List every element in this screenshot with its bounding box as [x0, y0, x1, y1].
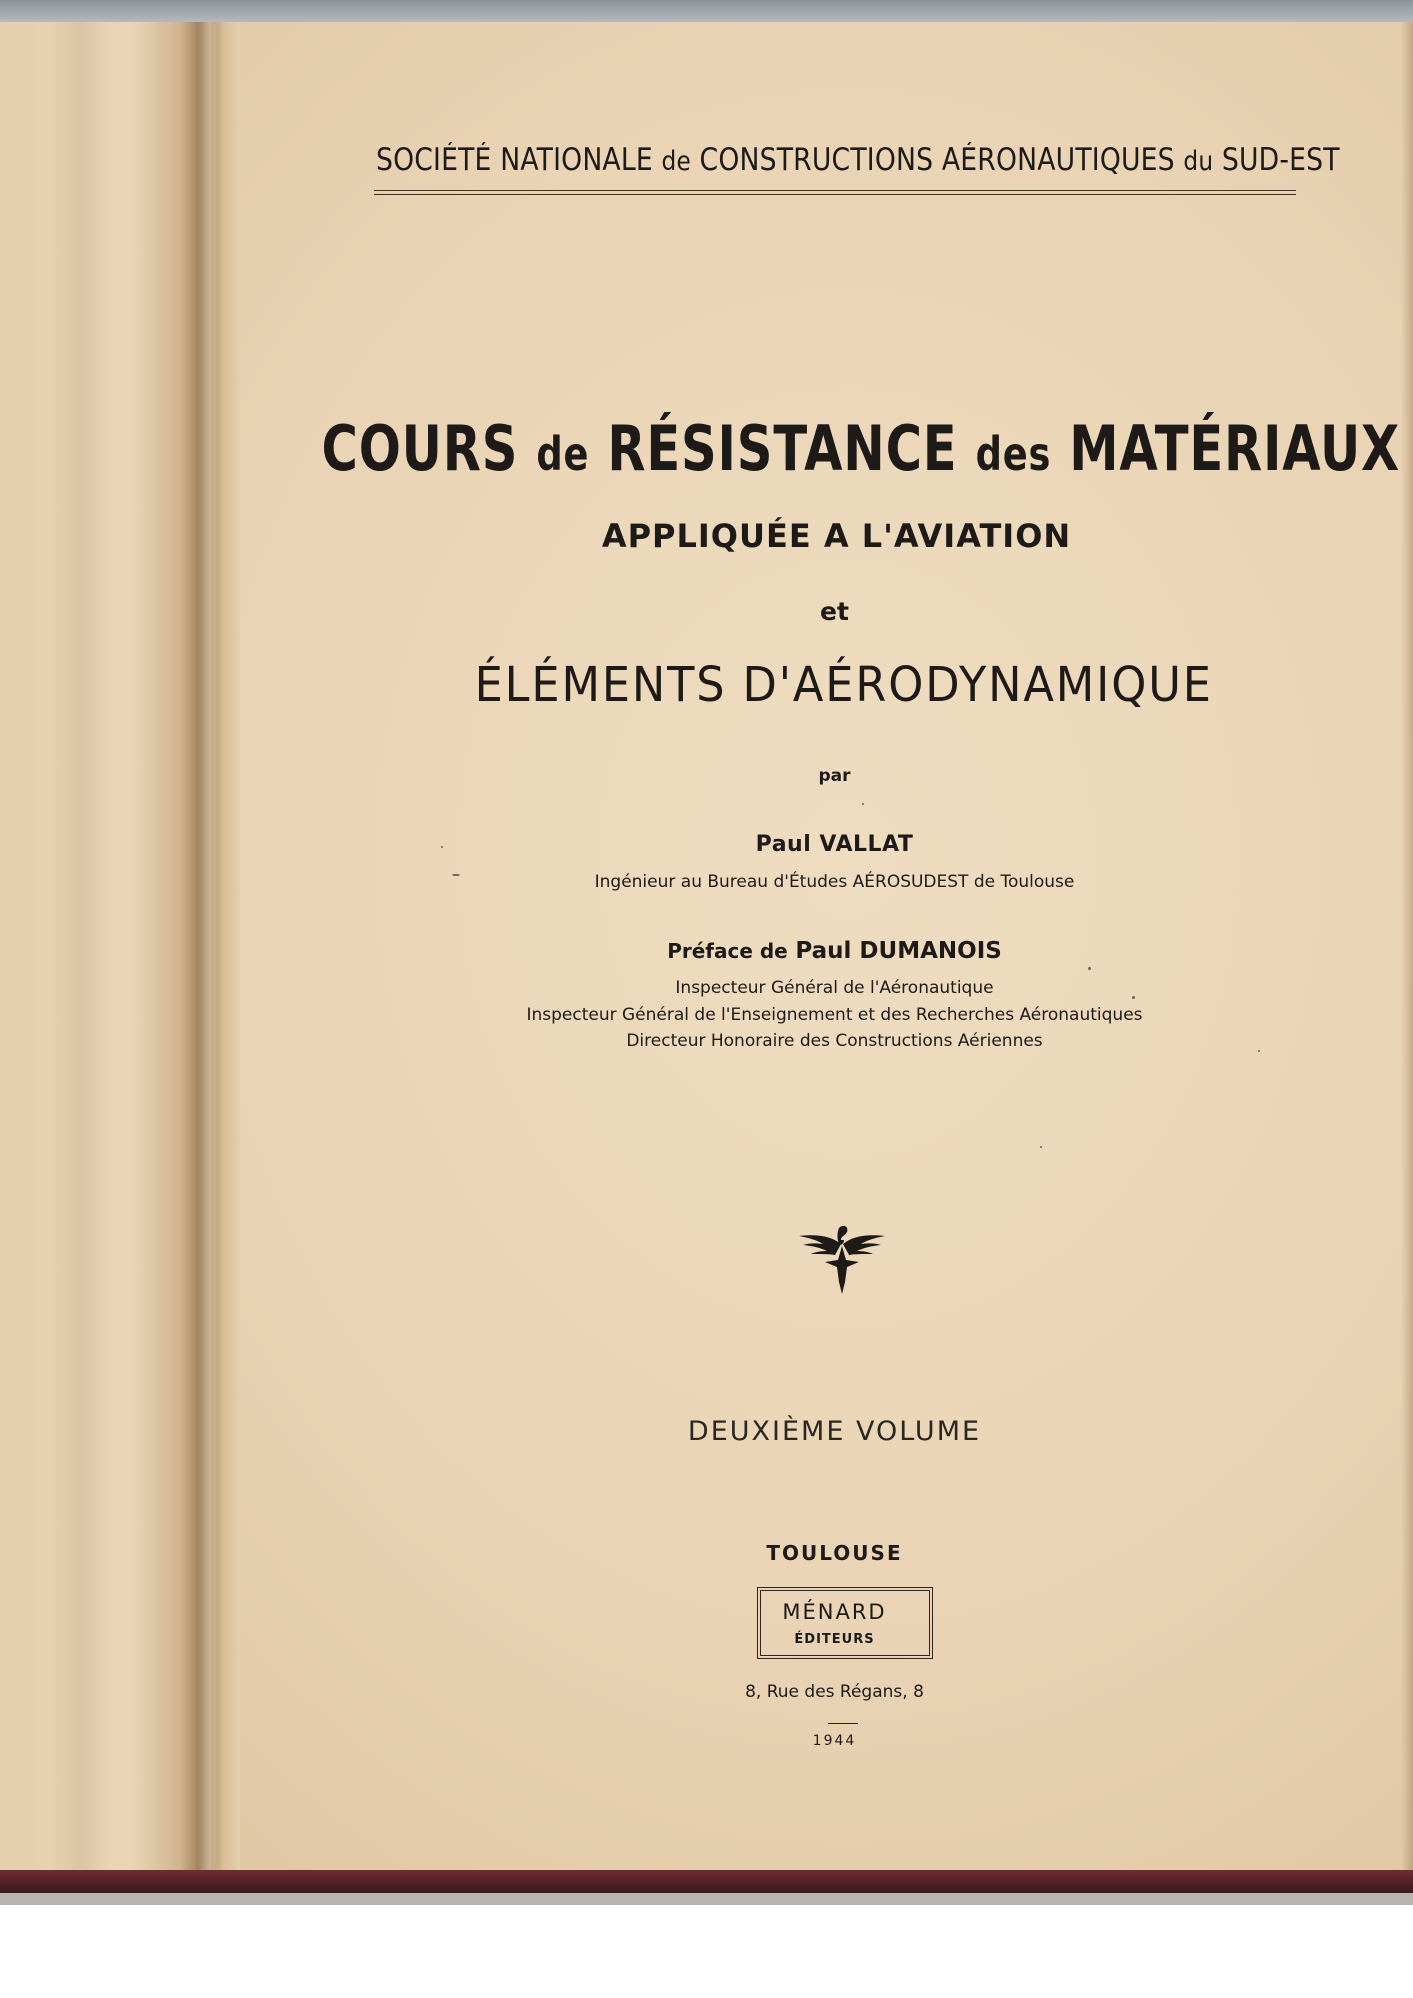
title-word-de: de: [536, 427, 590, 481]
second-title: ÉLÉMENTS D'AÉRODYNAMIQUE: [474, 657, 1213, 713]
header-rule-bottom: [374, 194, 1296, 195]
title-word-resistance: RÉSISTANCE: [607, 412, 958, 485]
preface-label: Préface de: [667, 939, 788, 963]
preface-title-line: Inspecteur Général de l'Aéronautique: [675, 978, 994, 998]
paper-speck: [862, 803, 864, 805]
publisher-name: MÉNARD: [782, 1600, 887, 1624]
imprint-city: TOULOUSE: [766, 1541, 903, 1565]
publisher-address: 8, Rue des Régans, 8: [745, 1682, 924, 1702]
subtitle: APPLIQUÉE A L'AVIATION: [601, 517, 1072, 555]
publication-year: 1944: [812, 1733, 857, 1749]
author-name: [128, 832, 1413, 857]
winged-eagle-emblem-icon: [797, 1222, 887, 1294]
preface-title-line: Inspecteur Général de l'Enseignement et des Recherches Aéronautiques: [526, 1005, 1143, 1025]
header-rule-top: [374, 190, 1296, 191]
publisher-header: [376, 142, 1340, 178]
gutter-crease: [50, 22, 110, 1880]
title-word-cours: COURS: [321, 412, 519, 485]
year-rule: [828, 1723, 858, 1724]
publisher-de: de: [661, 146, 691, 177]
volume-label: DEUXIÈME VOLUME: [687, 1416, 982, 1447]
title-connector: et: [820, 597, 849, 626]
author-first-name: Paul: [755, 832, 812, 857]
title-word-des: des: [975, 427, 1052, 481]
paper-speck: [452, 874, 460, 876]
author-position: Ingénieur au Bureau d'Études AÉROSUDEST de Toulouse: [594, 872, 1075, 892]
preface-title-line: Directeur Honoraire des Constructions Aériennes: [626, 1031, 1043, 1051]
publisher-du: du: [1183, 146, 1214, 177]
paper-speck: [441, 846, 443, 848]
preface-credit: [128, 938, 1413, 964]
paper-speck: [1132, 996, 1135, 999]
publisher-part2: CONSTRUCTIONS AÉRONAUTIQUES: [699, 142, 1175, 178]
scanner-top-edge: [0, 0, 1413, 24]
main-title: [296, 412, 1413, 485]
preface-author-name: Paul DUMANOIS: [795, 938, 1002, 964]
paper-speck: [1088, 967, 1091, 970]
paper-speck: [1258, 1050, 1260, 1052]
title-word-materiaux: MATÉRIAUX: [1069, 412, 1401, 485]
publisher-part3: SUD-EST: [1221, 142, 1340, 178]
author-last-name: VALLAT: [819, 832, 914, 857]
publisher-part1: SOCIÉTÉ NATIONALE: [376, 142, 653, 178]
scanner-bottom-edge: [0, 1893, 1413, 1905]
by-label: par: [818, 766, 851, 786]
publisher-subtitle: ÉDITEURS: [794, 1632, 875, 1647]
paper-speck: [1040, 1146, 1042, 1148]
